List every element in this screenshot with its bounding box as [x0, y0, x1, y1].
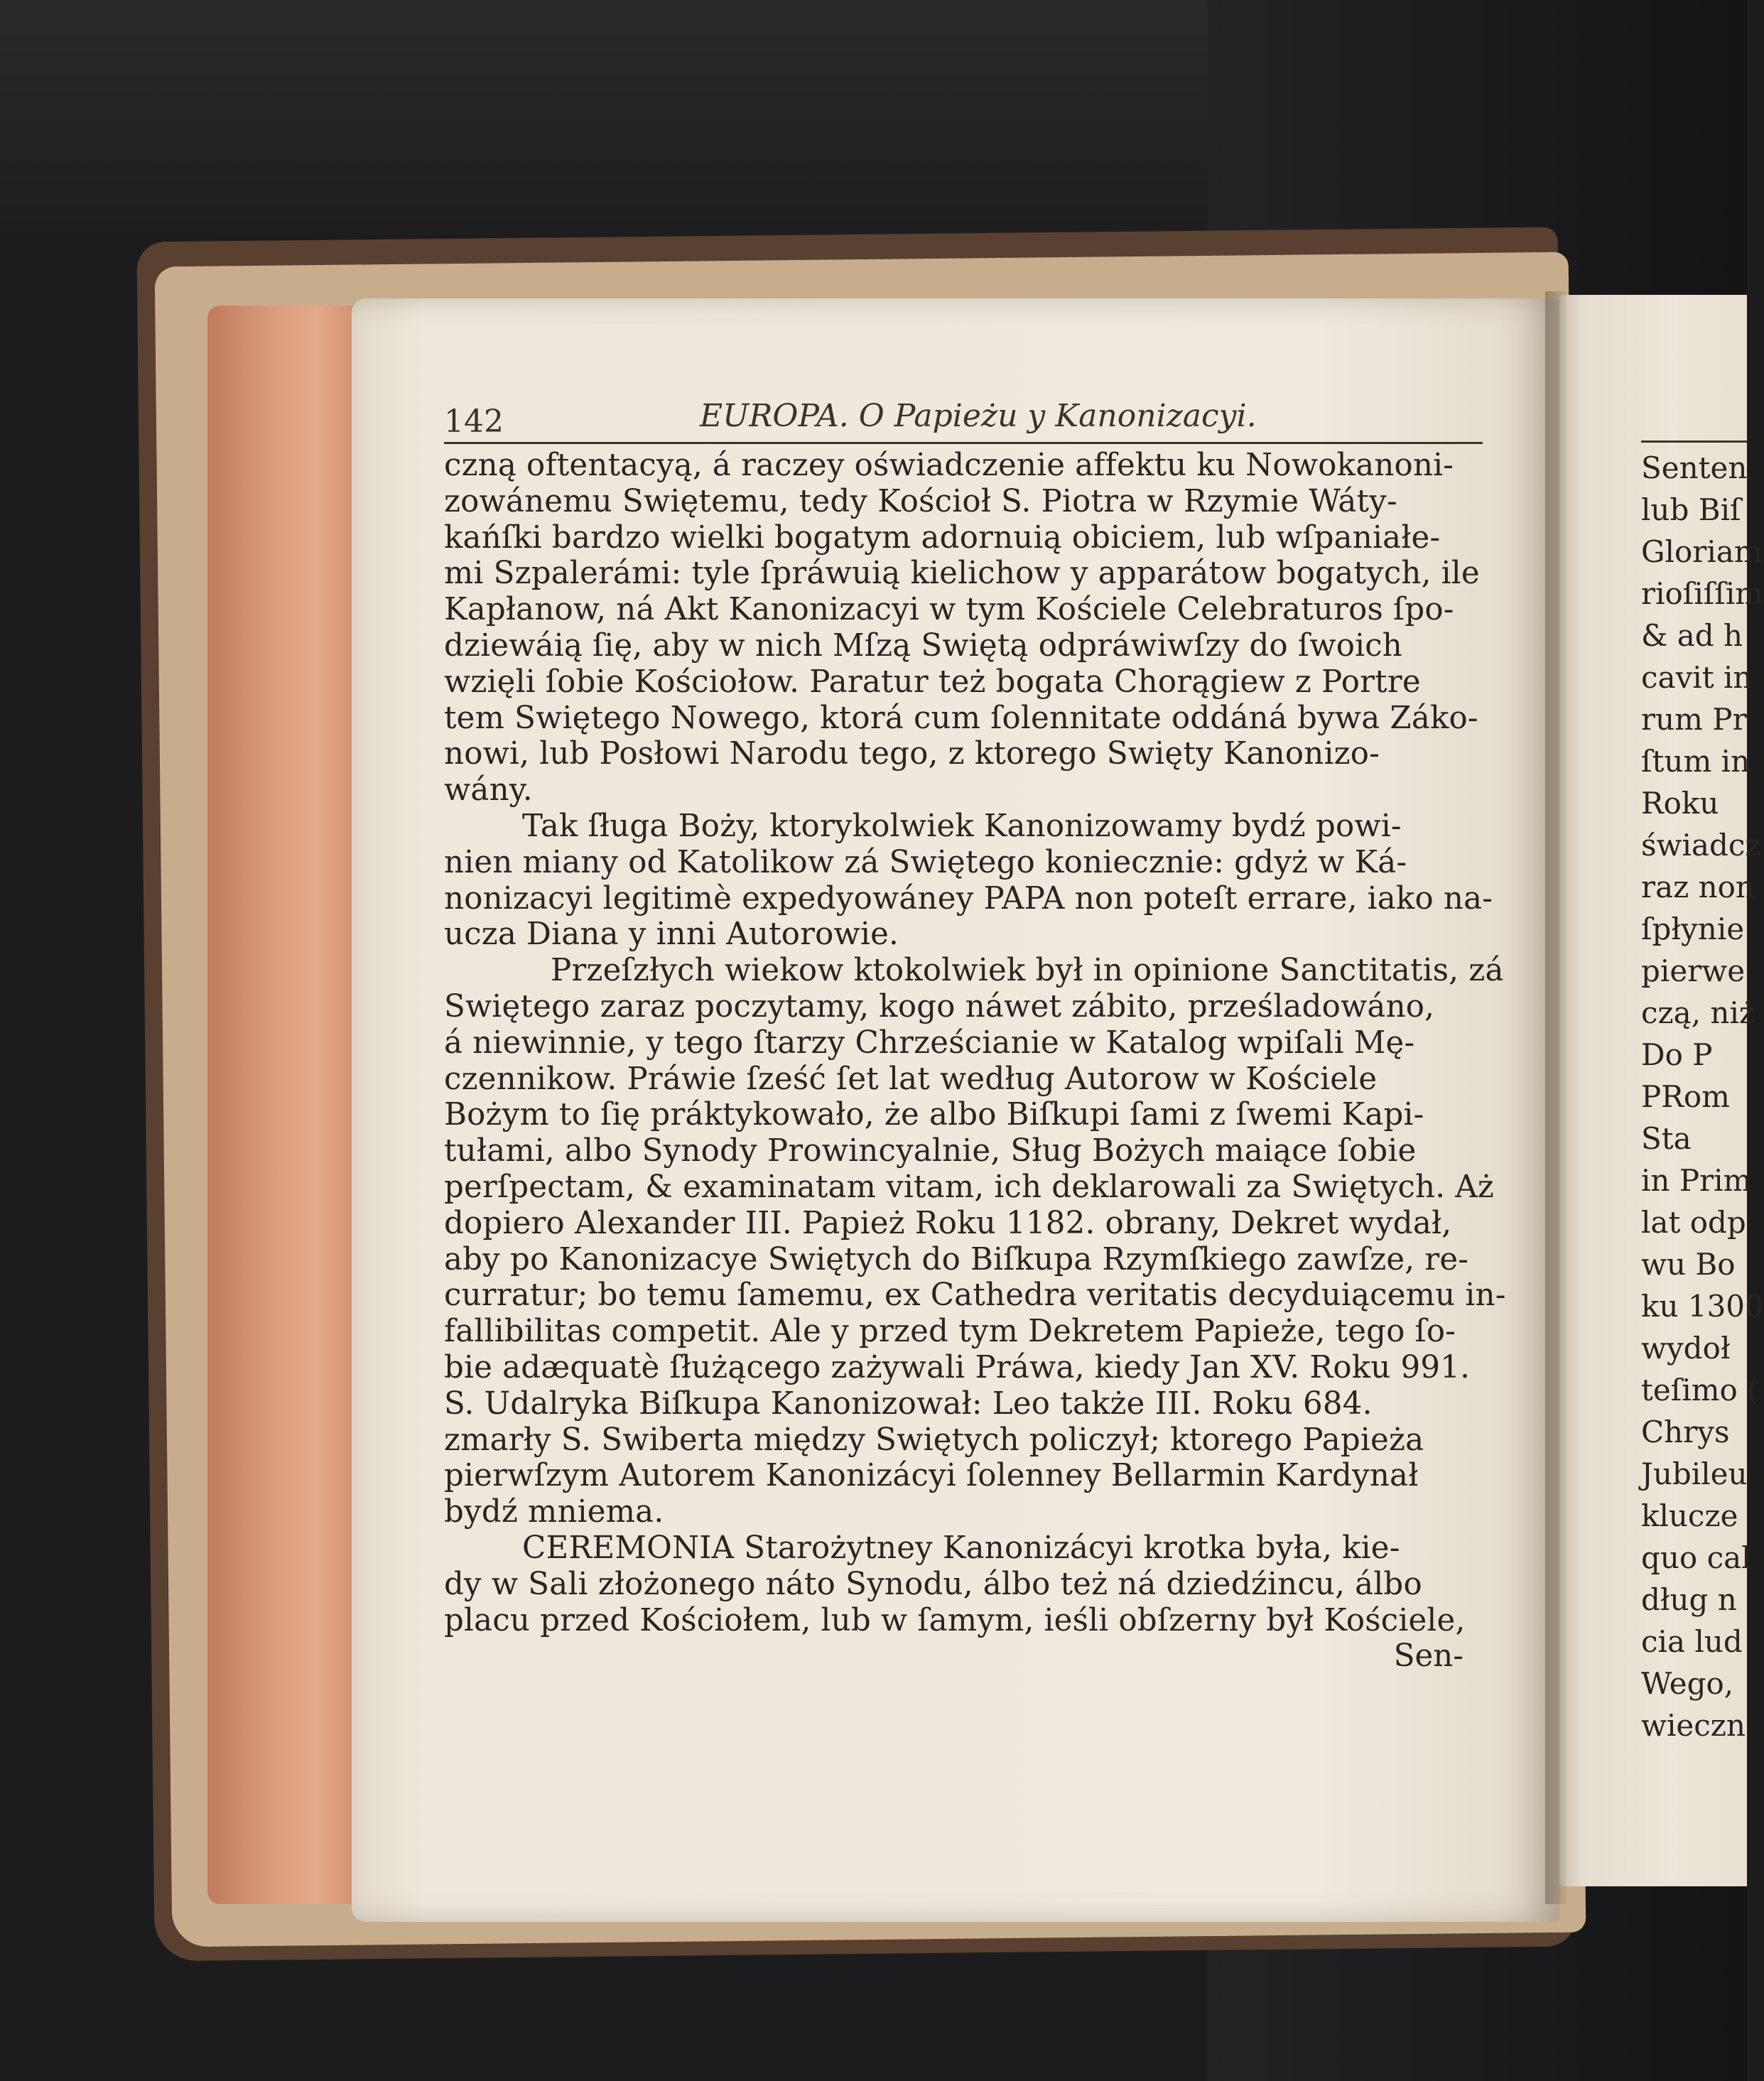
- right-body-text: [1641, 447, 1764, 1746]
- right-text-line: cavit in: [1641, 660, 1753, 695]
- text-line: fallibilitas competit. Ale y przed tym Dekretem Papieże, tego ſo-: [444, 1314, 1456, 1350]
- text-line: tułami, albo Synody Prowincyalnie, Sług Bożych maiące ſobie: [444, 1133, 1417, 1169]
- right-text-line: dług n: [1641, 1582, 1737, 1617]
- right-text-line: wieczn: [1641, 1708, 1746, 1743]
- text-line: ucza Diana y inni Autorowie.: [444, 917, 899, 953]
- text-line: wány.: [444, 772, 533, 809]
- right-text-line: klucze: [1641, 1498, 1738, 1533]
- right-text-line: Gloriam: [1641, 534, 1763, 569]
- text-line: S. Udalryka Biſkupa Kanonizował: Leo także III. Roku 684.: [444, 1385, 1373, 1422]
- right-text-line: Do P: [1641, 1037, 1713, 1072]
- page-number: 142: [444, 404, 504, 440]
- right-text-line: pierwe: [1641, 953, 1746, 988]
- right-header-rule: [1641, 440, 1747, 443]
- text-line: Bożym to ſię práktykowało, że albo Biſkupi ſami z ſwemi Kapi-: [444, 1097, 1424, 1133]
- text-line: Kapłanow, ná Akt Kanonizacyi w tym Kościele Celebraturos ſpo-: [444, 592, 1454, 628]
- right-text-line: Chrys: [1641, 1415, 1730, 1449]
- page-header: [444, 398, 1492, 448]
- body-text: [444, 448, 1506, 1638]
- text-line: nien miany od Katolikow zá Swiętego koniecznie: gdyż w Ká-: [444, 844, 1407, 880]
- text-line: czennikow. Práwie ſześć ſet lat według Autorow w Kościele: [444, 1061, 1378, 1097]
- text-line: Swiętego zaraz poczytamy, kogo náwet zábito, prześladowáno,: [444, 988, 1435, 1025]
- text-line: czną oftentacyą, á raczey oświadczenie affektu ku Nowokanoni-: [444, 448, 1454, 483]
- right-text-line: ſpłynie: [1641, 912, 1745, 946]
- text-line: placu przed Kościołem, lub w ſamym, ieśli obſzerny był Kościele,: [444, 1602, 1466, 1638]
- right-text-line: in Prim: [1641, 1163, 1752, 1198]
- right-text-line: rum Pr: [1641, 702, 1747, 737]
- right-text-line: wu Bo: [1641, 1247, 1736, 1282]
- header-rule: [444, 442, 1483, 444]
- right-text-line: & ad h: [1641, 618, 1743, 653]
- text-line: nowi, lub Posłowi Narodu tego, z ktorego Swięty Kanonizo-: [444, 736, 1380, 772]
- right-text-line: cia lud: [1641, 1624, 1743, 1659]
- text-line: CEREMONIA Starożytney Kanonizácyi krotka była, kie-: [522, 1530, 1400, 1566]
- right-text-line: teſimo (: [1641, 1373, 1759, 1407]
- text-line: dziewáią ſię, aby w nich Mſzą Swiętą odpráwiwſzy do ſwoich: [444, 627, 1402, 664]
- right-text-line: czą, niż: [1641, 995, 1755, 1030]
- text-line: Przeſzłych wiekow ktokolwiek był in opinione Sanctitatis, zá: [551, 953, 1504, 989]
- right-text-line: Wego,: [1641, 1666, 1734, 1701]
- text-line: Tak ſługa Boży, ktorykolwiek Kanonizowamy bydź powi-: [522, 808, 1402, 844]
- right-text-line: Roku: [1641, 786, 1719, 821]
- text-line: mi Szpalerámi: tyle ſpráwuią kielichow y apparátow bogatych, ile: [444, 556, 1480, 592]
- text-line: aby po Kanonizacye Swiętych do Biſkupa Rzymſkiego zawſze, re-: [444, 1241, 1469, 1277]
- text-line: tem Swiętego Nowego, ktorá cum ſolennitate oddáná bywa Záko-: [444, 700, 1478, 736]
- text-line: pierwſzym Autorem Kanonizácyi ſolenney Bellarmin Kardynał: [444, 1458, 1419, 1494]
- right-text-line: quo cal: [1641, 1540, 1751, 1575]
- right-text-line: Sta: [1641, 1121, 1692, 1156]
- text-line: dopiero Alexander III. Papież Roku 1182. obrany, Dekret wydał,: [444, 1205, 1452, 1241]
- left-page-text: [444, 398, 1506, 1675]
- right-text-line: ſtum in: [1641, 744, 1751, 779]
- text-line: zowánemu Swiętemu, tedy Kościoł S. Piotra w Rzymie Wáty-: [444, 483, 1397, 519]
- text-line: perſpectam, & examinatam vitam, ich deklarowali za Swiętych. Aż: [444, 1169, 1495, 1205]
- text-line: bie adæquatè ſłużącego zażywali Práwa, kiedy Jan XV. Roku 991.: [444, 1349, 1471, 1385]
- text-line: bydź mniema.: [444, 1494, 664, 1530]
- right-text-line: świadcz: [1641, 828, 1761, 863]
- right-text-line: raz non: [1641, 870, 1755, 904]
- book-spine: [1545, 291, 1567, 1904]
- right-text-line: Jubileu: [1641, 1456, 1748, 1491]
- text-line: curratur; bo temu ſamemu, ex Cathedra veritatis decyduiącemu in-: [444, 1277, 1506, 1314]
- text-line: dy w Sali złożonego náto Synodu, álbo też ná dziedźincu, álbo: [444, 1566, 1422, 1602]
- right-text-line: rioſiſſim: [1641, 576, 1764, 611]
- right-text-line: lat odp: [1641, 1205, 1746, 1240]
- text-line: nonizacyi legitimè expedyowáney PAPA non poteſt errare, iako na-: [444, 880, 1493, 917]
- text-line: wzięli ſobie Kościołow. Paratur też bogata Chorągiew z Portre: [444, 664, 1421, 700]
- right-text-line: lub Biſ: [1641, 492, 1741, 527]
- right-text-line: PRom: [1641, 1079, 1730, 1114]
- text-line: kańſki bardzo wielki bogatym adornuią obiciem, lub wſpaniałe-: [444, 519, 1441, 556]
- right-text-line: ku 1300: [1641, 1289, 1764, 1324]
- text-line: zmarły S. Swiberta między Swiętych policzył; ktorego Papieża: [444, 1422, 1424, 1458]
- right-text-line: Senten: [1641, 450, 1748, 485]
- page-edge: [207, 306, 364, 1904]
- right-page-text: [1641, 440, 1764, 1746]
- running-title: EUROPA. O Papieżu y Kanonizacyi.: [700, 398, 1257, 434]
- right-text-line: wydoł: [1641, 1331, 1731, 1366]
- text-line: á niewinnie, y tego ſtarzy Chrześcianie w Katalog wpiſali Mę-: [444, 1025, 1415, 1061]
- catchword: Sen-: [1393, 1638, 1463, 1675]
